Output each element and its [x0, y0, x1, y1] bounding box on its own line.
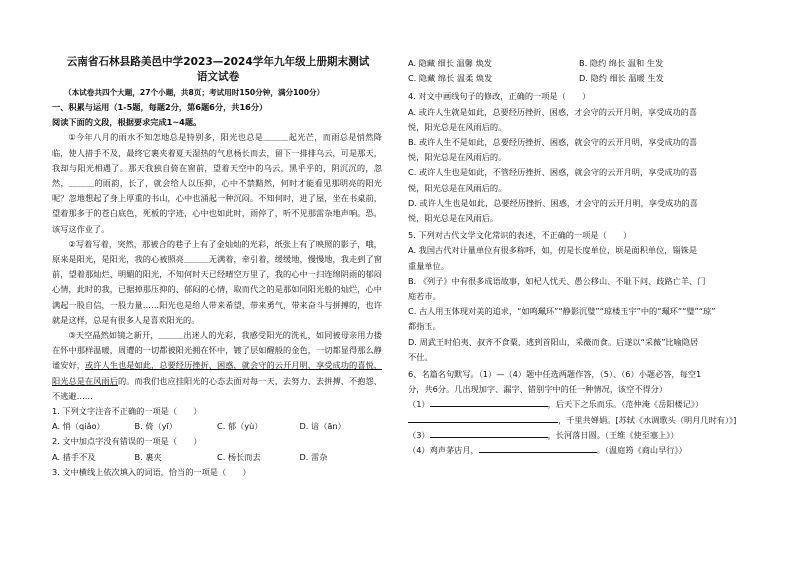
paragraph-3-start: ③天空晶然如镜之新开，＿＿＿出迷人的光彩，我感受阳光的洗礼，如同被母亲用力搂在怀中那样温暖，周遭的一切都被阳光拥在怀中，镀了层如醒般的金色，一切都显得那么静谧安好，: [52, 330, 382, 371]
q2-option-c[interactable]: C. 杨长而去: [217, 451, 261, 462]
q2-option-b[interactable]: B. 裹夹: [134, 451, 162, 462]
q3-options-row-1: [408, 56, 750, 71]
q4-option-c[interactable]: C. 或许人生也是如此，不管经历挫折、困惑，就会守的云开月明，享受成功的喜: [408, 167, 698, 178]
question-2-options: [52, 450, 382, 465]
exam-title: [52, 55, 384, 85]
q5-option-c-cont: 都指玉。: [408, 321, 441, 332]
passage-paragraph-1: ①今年八月的雨水不知怎地总是特别多，阳光也总是＿＿＿起光芒，而雨总是悄然降临，使人措手不及，最终它裹夹着夏天湿热的气息杨长而去，留下一排排乌云，可是那天，我却与阳光相遇了。那天我独自倚在窗前，望着天空中的乌云，黑乎乎的，阴沉沉的，忽然，＿＿＿的雨韵，长了，就会给人以压抑，心中不禁黯然，何时才能看见那明亮的阳光呢？忽地想起了身上厚重的书山，心中也涌起一种沉闷。不知何时，进了屋，坐在书桌前，望着那多于的苍白底色，死板的字迹，心中也如此时，雨停了，听不见那雷杂地声响。恐，该写这作业了。: [52, 132, 382, 234]
q6-blank-2[interactable]: [408, 413, 558, 423]
q5-option-d[interactable]: D. 周武王时伯夷、叔齐不食粟，逃到首阳山，采薇而食。后遂以“采薇”比喻隐居: [408, 336, 699, 347]
q3-option-c[interactable]: C. 隐藏 绵长 温柔 焕发: [408, 73, 493, 84]
q4-option-b-cont: 悦，阳光总是在风雨后的。: [408, 152, 507, 163]
question-2-stem: 2. 文中加点字没有错误的一项是（ ）: [52, 436, 202, 447]
q5-option-c[interactable]: C. 古人用玉体现对美的追求，“如鸣珮环”“静影沉璧”“琼楼玉宇”中的“珮环”“璧”“琼”: [408, 306, 716, 317]
q5-option-d-cont: 不仕。: [408, 351, 433, 362]
q5-option-b-cont: 庭若市。: [408, 291, 441, 302]
paragraph-3-end: 的。而我们也应挂阳光的心态去面对每一天，去努力、去拼搏、不抱怨、不逃避……: [52, 375, 382, 401]
q4-option-b[interactable]: B. 或许人生不是如此，总要经历挫折、困惑，就会守的云开月明，享受成功的喜: [408, 137, 698, 148]
q6-blank-1[interactable]: [430, 397, 548, 407]
q6-item-3: [408, 428, 750, 443]
question-1-stem: 1. 下列文字注音不正确的一项是（ ）: [52, 406, 202, 417]
q4-option-d[interactable]: D. 或许人生也是如此，总要经历挫折、困惑，才会守的云开月明，享受成功的喜: [408, 197, 698, 208]
q6-item-4-label: （4）鸡声茅店月，: [408, 445, 479, 456]
q6-item-1-label: （1）: [408, 399, 430, 410]
q4-option-d-cont: 悦，阳光总是在风雨后。: [408, 213, 499, 224]
title-line-1: 云南省石林县路美邑中学2023—2024学年九年级上册期末测试: [66, 56, 370, 68]
passage-paragraph-2: ②写着写着，突然，那被合的巷子上有了金灿灿的光彩，纸张上有了映照的影子，哦，原来是阳光，是阳光，我的心被照亮＿＿＿无满着，牵引着，缓缓地，慢慢地，我走到了窗前，望着那灿烂、明媚的阳光，不知何时天已经晴空万里了，我的心中一扫连绵阴雨的郁闷心情，此时的我，已据掉那压抑的、郁闷的心情，取而代之的是那如同阳光般的灿烂，心中满起一股自信，一股力量……阳光也是给人带来希望，带来勇气，带来奋斗与拼搏的，也许就是这样，总是有很多人是喜欢阳光的。: [52, 238, 382, 325]
question-6-stem: 6、名篇名句默写。（1）—（4）题中任选两题作答，（5）、（6）小题必答，每空1: [408, 369, 702, 380]
question-5-stem: 5. 下列对古代文学文化常识的表述，不正确的一项是（ ）: [408, 230, 632, 241]
question-6-stem-cont: 分，共6分。几出现加字、漏字、错别字中的任一种情况，该空不得分）: [408, 384, 668, 395]
underlined-sentence: 或许人生也是如此，总要经历挫折、困惑，就会守的云开月明，享受成功的喜悦，阳光总是在风雨后: [52, 360, 382, 386]
q3-option-b[interactable]: B. 隐约 绵长 温和 生发: [579, 58, 664, 68]
q6-item-2-text: ，千里共婵娟。[苏轼《水调歌头（明月几时有）》]: [558, 414, 737, 425]
q1-option-d[interactable]: D. 谙（ān）: [299, 421, 346, 432]
title-line-2: 语文试卷: [196, 71, 240, 83]
q4-option-c-cont: 悦，阳光总是在风雨后的。: [408, 182, 507, 193]
q1-option-b[interactable]: B. 倚（yī）: [134, 421, 178, 432]
q4-option-a[interactable]: A. 或许人生就是如此，总要经历挫折、困惑，才会守的云开月明，享受成功的喜: [408, 106, 698, 117]
section-1-heading: 一、积累与运用（1-5题，每题2分，第6题6分，共16分）: [52, 102, 268, 112]
q6-blank-3[interactable]: [430, 428, 548, 438]
q6-item-3-label: （3）: [408, 429, 430, 440]
q3-options-row-2: [408, 71, 750, 86]
q4-option-a-cont: 悦，阳光总是在风雨后的。: [408, 121, 507, 132]
question-3-stem: 3. 文中横线上依次填入的词语，恰当的一项是（ ）: [52, 466, 251, 477]
reading-instruction: 阅读下面的文段，根据要求完成1~4题。: [52, 117, 202, 128]
q6-item-2: [408, 413, 750, 428]
q6-item-4-text: 。（温庭筠《商山早行》）: [596, 445, 687, 456]
q6-item-4: [408, 443, 750, 458]
left-column: [52, 86, 382, 480]
q2-option-a[interactable]: A. 措手不及: [52, 451, 96, 462]
exam-note: （本试卷共四个大题，27个小题，共8页；考试用时150分钟，满分100分）: [64, 88, 325, 97]
q5-option-b[interactable]: B. 《列子》中有很多成语故事，如杞人忧天、愚公移山、不耻下问、歧路亡羊、门: [408, 275, 706, 286]
q5-option-a[interactable]: A. 我国古代对计量单位有很多称呼，如，仞是长度单位，顷是面积单位，锱铢是: [408, 245, 698, 256]
q1-option-c[interactable]: C. 郁（yù）: [217, 421, 263, 432]
q3-option-a[interactable]: A. 隐藏 细长 温馨 焕发: [408, 58, 492, 68]
q6-blank-4[interactable]: [479, 443, 597, 453]
passage-paragraph-3: [52, 328, 382, 404]
q6-item-1-text: ，后天下之乐而乐。（范仲淹《岳阳楼记》）: [547, 399, 704, 410]
q3-option-d[interactable]: D. 隐约 细长 温暖 生发: [579, 73, 664, 84]
q1-option-a[interactable]: A. 悄（qiǎo）: [52, 421, 105, 432]
question-4-stem: 4. 对文中画线句子的修改，正确的一项是（ ）: [408, 91, 591, 102]
question-1-options: [52, 419, 382, 434]
q5-option-a-cont: 重量单位。: [408, 260, 449, 271]
right-column: [408, 56, 750, 458]
q6-item-3-text: ，长河落日圆。（王维《使至塞上》）: [547, 429, 679, 440]
q2-option-d[interactable]: D. 雷杂: [299, 451, 328, 462]
q6-item-1: [408, 397, 750, 412]
